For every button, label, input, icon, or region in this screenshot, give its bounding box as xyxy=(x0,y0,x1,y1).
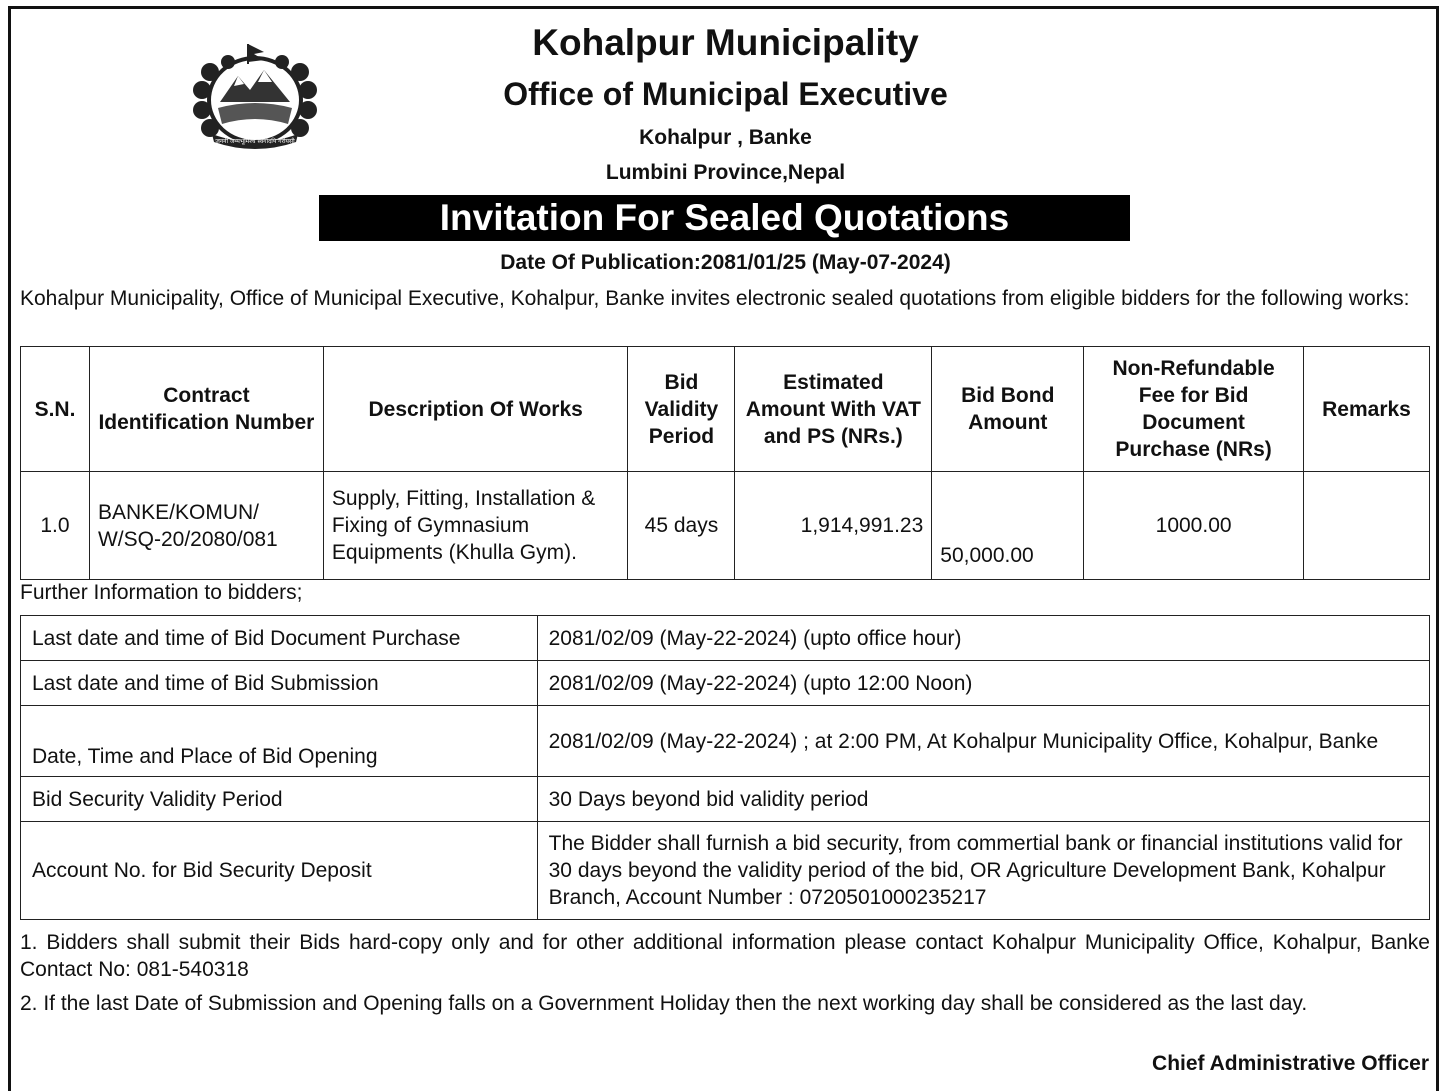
table-row xyxy=(21,661,1430,706)
info-table xyxy=(20,615,1430,920)
column-header: Bid Validity Period xyxy=(628,347,735,472)
column-header: Bid Bond Amount xyxy=(932,347,1084,472)
table-row xyxy=(21,706,1430,777)
works-table xyxy=(20,346,1430,580)
cell-bid-bond: 50,000.00 xyxy=(932,472,1084,580)
column-header: S.N. xyxy=(21,347,90,472)
office-name: Office of Municipal Executive xyxy=(503,76,948,112)
cell-sn: 1.0 xyxy=(21,472,90,580)
info-label: Last date and time of Bid Submission xyxy=(21,661,538,706)
column-header: Contract Identification Number xyxy=(89,347,323,472)
column-header: Estimated Amount With VAT and PS (NRs.) xyxy=(735,347,932,472)
cell-description: Supply, Fitting, Installation & Fixing of Gymnasium Equipments (Khulla Gym). xyxy=(323,472,628,580)
info-value: 30 Days beyond bid validity period xyxy=(537,777,1429,822)
notice-banner: Invitation For Sealed Quotations xyxy=(319,195,1130,241)
info-value: 2081/02/09 (May-22-2024) (upto office hour) xyxy=(537,616,1429,661)
location: Kohalpur , Banke xyxy=(639,126,812,149)
note-2: 2. If the last Date of Submission and Opening falls on a Government Holiday then the next working day shall be considered as the last day. xyxy=(20,992,1308,1015)
column-header: Non-Refundable Fee for Bid Document Purchase (NRs) xyxy=(1084,347,1304,472)
info-label: Last date and time of Bid Document Purchase xyxy=(21,616,538,661)
further-info-label: Further Information to bidders; xyxy=(20,581,303,604)
table-row xyxy=(21,472,1430,580)
column-header: Remarks xyxy=(1304,347,1430,472)
org-name: Kohalpur Municipality xyxy=(532,22,919,63)
table-row xyxy=(21,777,1430,822)
intro-paragraph: Kohalpur Municipality, Office of Municipal Executive, Kohalpur, Banke invites electronic sealed quotations from eligible bidders for the following works: xyxy=(20,287,1410,310)
publication-date: Date Of Publication:2081/01/25 (May-07-2024) xyxy=(500,251,951,274)
cell-remarks xyxy=(1304,472,1430,580)
info-label: Date, Time and Place of Bid Opening xyxy=(21,706,538,777)
info-value: The Bidder shall furnish a bid security, from commertial bank or financial institutions valid for 30 days beyond the validity period of the bid, OR Agriculture Development Bank, Kohalpur Branch, Account Number : 0720501000235217 xyxy=(537,822,1429,920)
signatory: Chief Administrative Officer xyxy=(1152,1052,1429,1075)
info-label: Bid Security Validity Period xyxy=(21,777,538,822)
cell-contract-id: BANKE/KOMUN/ W/SQ-20/2080/081 xyxy=(89,472,323,580)
emblem-motto: जननी जन्मभूमिश्च स्वर्गादपि गरीयसी xyxy=(215,138,295,145)
table-row xyxy=(21,616,1430,661)
info-value: 2081/02/09 (May-22-2024) ; at 2:00 PM, At Kohalpur Municipality Office, Kohalpur, Banke xyxy=(537,706,1429,777)
info-value: 2081/02/09 (May-22-2024) (upto 12:00 Noon) xyxy=(537,661,1429,706)
table-header-row xyxy=(21,347,1430,472)
cell-validity: 45 days xyxy=(628,472,735,580)
note-1: 1. Bidders shall submit their Bids hard-copy only and for other additional information please contact Kohalpur Municipality Office, Kohalpur, Banke Contact No: 081-540318 xyxy=(20,931,1430,981)
table-row xyxy=(21,822,1430,920)
cell-estimated-amount: 1,914,991.23 xyxy=(735,472,932,580)
column-header: Description Of Works xyxy=(323,347,628,472)
cell-fee: 1000.00 xyxy=(1084,472,1304,580)
province: Lumbini Province,Nepal xyxy=(605,161,846,184)
info-label: Account No. for Bid Security Deposit xyxy=(21,822,538,920)
